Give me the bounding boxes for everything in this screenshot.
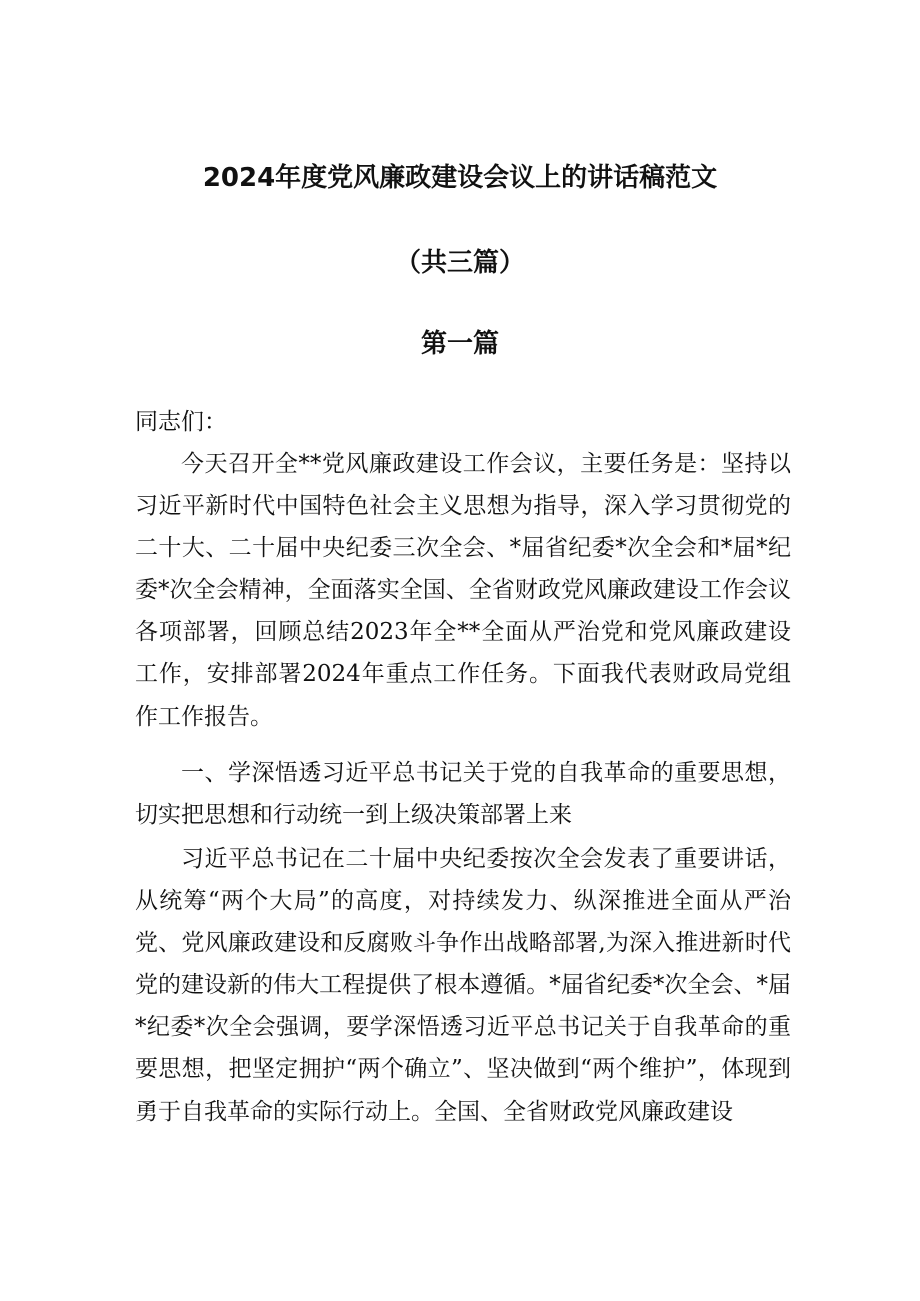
section-heading: 第一篇 [420, 329, 499, 359]
greeting: 同志们： [135, 409, 227, 435]
document-title: 2024年度党风廉政建设会议上的讲话稿范文 [202, 163, 718, 193]
paragraph-intro: 今天召开全**党风廉政建设工作会议，主要任务是：坚持以习近平新时代中国特色社会主义思想为指导，深入学习贯彻党的二十大、二十届中央纪委三次全会、*届省纪委*次全会和*届*纪委*次全会精神，全面落实全国、全省财政党风廉政建设工作会议各项部署，回顾总结2023年全**全面从严治党和党风廉政建设工作，安排部署2024年重点工作任务。下面我代表财政局党组作工作报告。 [135, 451, 791, 730]
paragraph-body: 习近平总书记在二十届中央纪委按次全会发表了重要讲话，从统筹“两个大局”的高度，对持续发力、纵深推进全面从严治党、党风廉政建设和反腐败斗争作出战略部署,为深入推进新时代党的建设新的伟大工程提供了根本遵循。*届省纪委*次全会、*届*纪委*次全会强调，要学深悟透习近平总书记关于自我革命的重要思想，把坚定拥护“两个确立”、坚决做到“两个维护”，体现到勇于自我革命的实际行动上。全国、全省财政党风廉政建设 [135, 846, 791, 1125]
document-subtitle: （共三篇） [394, 248, 525, 278]
section-heading-one: 一、学深悟透习近平总书记关于党的自我革命的重要思想，切实把思想和行动统一到上级决策部署上来 [135, 760, 791, 829]
